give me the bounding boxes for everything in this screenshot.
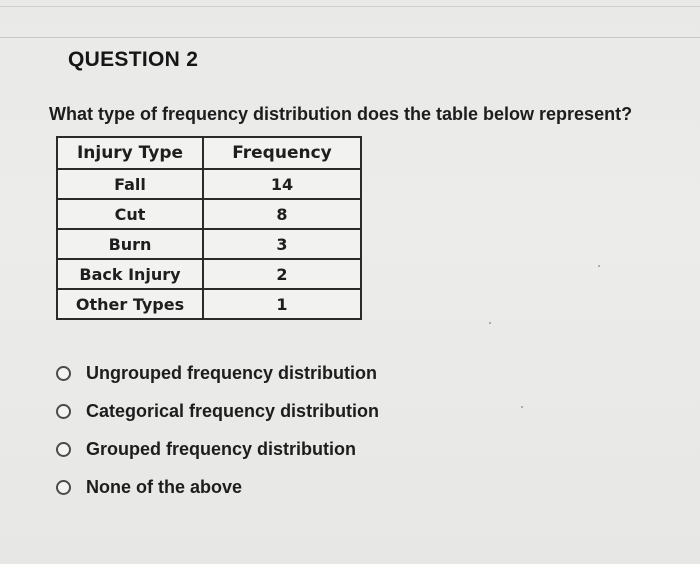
answer-option-none[interactable] (56, 468, 379, 506)
screen-speck (598, 265, 600, 267)
answer-option-grouped[interactable] (56, 430, 379, 468)
screen-speck (489, 322, 491, 324)
radio-button-icon[interactable] (56, 480, 71, 495)
column-header-frequency: Frequency (203, 137, 361, 169)
table-header-row (57, 137, 361, 169)
injury-type-cell: Cut (57, 199, 203, 229)
table-row (57, 229, 361, 259)
column-header-injury-type: Injury Type (57, 137, 203, 169)
injury-type-cell: Burn (57, 229, 203, 259)
radio-button-icon[interactable] (56, 366, 71, 381)
injury-type-cell: Other Types (57, 289, 203, 319)
table-row (57, 289, 361, 319)
question-header: QUESTION 2 (68, 48, 199, 71)
screen-speck (521, 406, 523, 408)
radio-button-icon[interactable] (56, 404, 71, 419)
table-row (57, 199, 361, 229)
frequency-cell: 3 (203, 229, 361, 259)
radio-button-icon[interactable] (56, 442, 71, 457)
frequency-cell: 8 (203, 199, 361, 229)
frequency-cell: 1 (203, 289, 361, 319)
answer-label[interactable]: None of the above (86, 476, 243, 497)
answer-option-categorical[interactable] (56, 392, 379, 430)
frequency-table (56, 136, 362, 320)
answer-label[interactable]: Ungrouped frequency distribution (86, 362, 377, 383)
table-row (57, 259, 361, 289)
top-divider (0, 6, 700, 7)
frequency-cell: 14 (203, 169, 361, 199)
question-prompt: What type of frequency distribution does the table below represent? (49, 104, 633, 124)
section-divider (0, 37, 700, 38)
table-row (57, 169, 361, 199)
answer-option-ungrouped[interactable] (56, 354, 379, 392)
injury-type-cell: Fall (57, 169, 203, 199)
answer-label[interactable]: Categorical frequency distribution (86, 400, 380, 421)
answer-options (56, 354, 379, 506)
injury-type-cell: Back Injury (57, 259, 203, 289)
answer-label[interactable]: Grouped frequency distribution (86, 438, 357, 459)
frequency-cell: 2 (203, 259, 361, 289)
